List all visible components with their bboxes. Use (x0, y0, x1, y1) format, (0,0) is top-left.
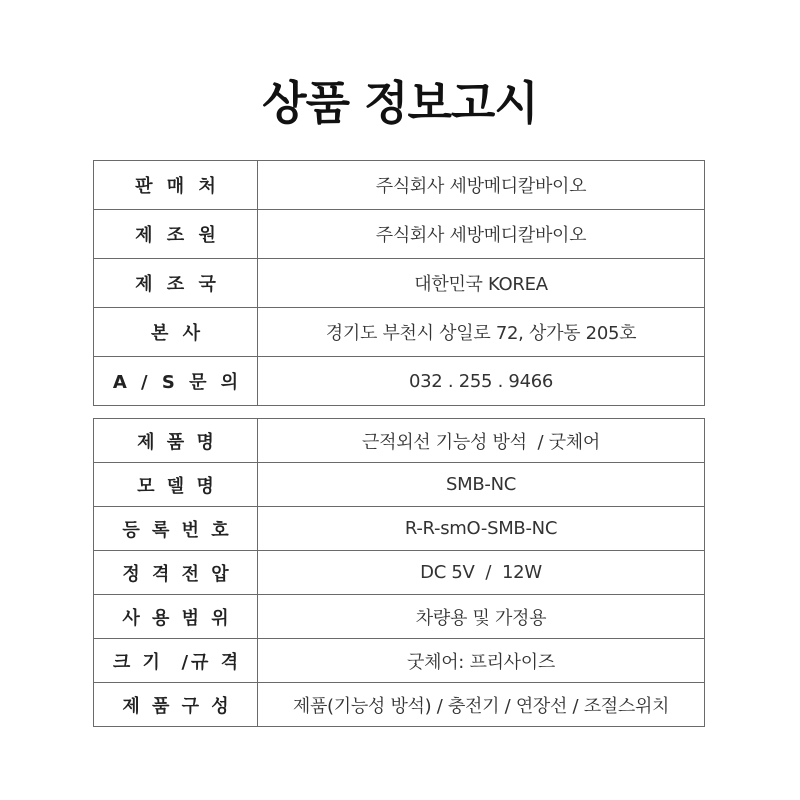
info-row-rated-voltage (94, 551, 704, 595)
info-row-package-contents (94, 683, 704, 727)
info-value: 주식회사 세방메디칼바이오 (375, 225, 587, 246)
info-row-seller (94, 161, 704, 210)
product-info-table (93, 418, 705, 727)
info-row-model-name (94, 463, 704, 507)
info-label: 제 조 원 (94, 210, 258, 258)
info-label: 사 용 범 위 (94, 595, 258, 638)
info-label: 정 격 전 압 (94, 551, 258, 594)
info-value: 굿체어: 프리사이즈 (407, 651, 555, 673)
info-label: 제 조 국 (94, 259, 258, 307)
info-label: 제 품 명 (94, 419, 258, 462)
info-label: 본 사 (94, 308, 258, 356)
info-value: 제품(기능성 방석) / 충전기 / 연장선 / 조절스위치 (292, 695, 670, 717)
info-value: 주식회사 세방메디칼바이오 (375, 176, 587, 197)
info-value: 032 . 255 . 9466 (408, 370, 554, 392)
info-row-usage-scope (94, 595, 704, 639)
info-value: 대한민국 KOREA (414, 274, 548, 295)
info-label: 판 매 처 (94, 161, 258, 209)
page-title: 상품 정보고시 (262, 76, 538, 130)
info-row-product-name (94, 419, 704, 463)
info-value: DC 5V / 12W (420, 562, 542, 583)
info-value: SMB-NC (445, 474, 517, 495)
info-value: 차량용 및 가정용 (415, 607, 547, 629)
info-row-size-spec (94, 639, 704, 683)
info-row-manufacturer (94, 210, 704, 259)
info-label: 등 록 번 호 (94, 507, 258, 550)
info-value: 경기도 부천시 상일로 72, 상가동 205호 (325, 323, 637, 344)
info-row-country (94, 259, 704, 308)
info-row-registration-number (94, 507, 704, 551)
info-label: 모 델 명 (94, 463, 258, 506)
info-row-headquarters (94, 308, 704, 357)
info-label: 크 기 /규 격 (94, 639, 258, 682)
info-value: R-R-smO-SMB-NC (404, 518, 558, 539)
info-value: 근적외선 기능성 방석 / 굿체어 (362, 431, 600, 453)
info-row-as-contact (94, 357, 704, 406)
info-label: 제 품 구 성 (94, 683, 258, 726)
info-label: A / S 문 의 (94, 357, 258, 405)
company-info-table (93, 160, 705, 406)
